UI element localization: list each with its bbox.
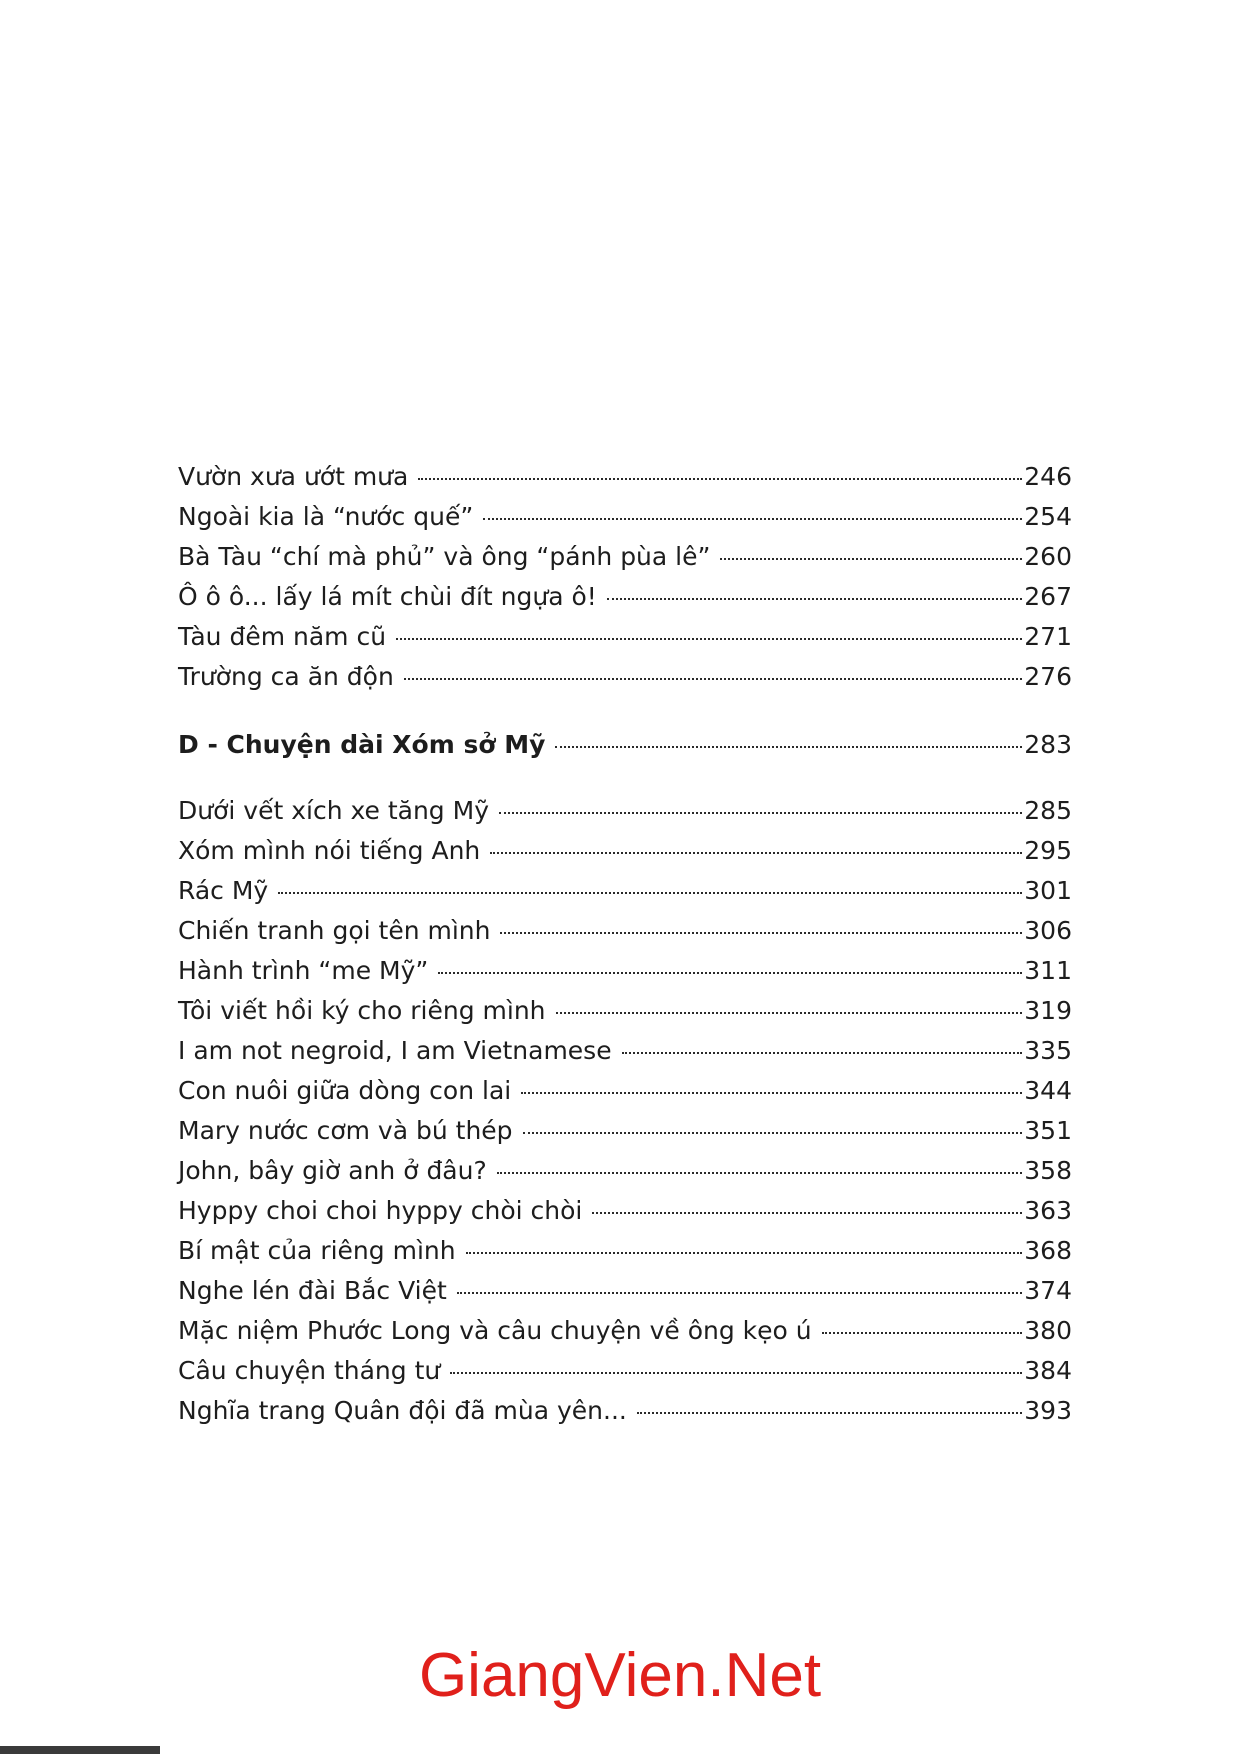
dot-leader	[396, 638, 1022, 640]
toc-entry-page: 363	[1024, 1196, 1072, 1225]
toc-entry-page: 295	[1024, 836, 1072, 865]
toc-entry-title: Hành trình “me Mỹ”	[178, 956, 429, 985]
toc-entry	[178, 622, 1072, 662]
dot-leader	[622, 1052, 1023, 1054]
toc-entry	[178, 662, 1072, 702]
toc-entry-title: Tôi viết hồi ký cho riêng mình	[178, 996, 546, 1025]
toc-entry	[178, 876, 1072, 916]
toc-entry-title: Trường ca ăn độn	[178, 662, 394, 691]
toc-entry	[178, 1076, 1072, 1116]
toc-entry-title: Bà Tàu “chí mà phủ” và ông “pánh pùa lê”	[178, 542, 711, 571]
toc-entry-title: Xóm mình nói tiếng Anh	[178, 836, 481, 865]
toc-entry-title: Mary nước cơm và bú thép	[178, 1116, 513, 1145]
scan-edge	[0, 1746, 160, 1754]
toc-entry	[178, 1116, 1072, 1156]
toc-entry-title: Nghe lén đài Bắc Việt	[178, 1276, 447, 1305]
toc-entry	[178, 462, 1072, 502]
dot-leader	[457, 1292, 1022, 1294]
watermark-text: GiangVien.Net	[418, 1641, 822, 1710]
toc-entry-title: Ngoài kia là “nước quế”	[178, 502, 474, 531]
dot-leader	[499, 812, 1022, 814]
dot-leader	[490, 852, 1022, 854]
toc-entry-title: Hyppy choi choi hyppy chòi chòi	[178, 1196, 583, 1225]
toc-entry	[178, 1396, 1072, 1436]
dot-leader	[438, 972, 1022, 974]
toc-entry-title: Rác Mỹ	[178, 876, 269, 905]
dot-leader	[637, 1412, 1022, 1414]
toc-entry	[178, 916, 1072, 956]
toc-entry	[178, 1196, 1072, 1236]
toc-entry	[178, 1276, 1072, 1316]
section-title: D - Chuyện dài Xóm sở Mỹ	[178, 730, 546, 759]
toc-entry-page: 368	[1024, 1236, 1072, 1265]
toc-section-heading	[178, 730, 1072, 770]
toc-entry-title: Mặc niệm Phước Long và câu chuyện về ông kẹo ú	[178, 1316, 812, 1345]
toc-entry-page: 384	[1024, 1356, 1072, 1385]
toc-entry-page: 393	[1024, 1396, 1072, 1425]
toc-entry-title: Dưới vết xích xe tăng Mỹ	[178, 796, 489, 825]
toc-entry-title: Bí mật của riêng mình	[178, 1236, 456, 1265]
dot-leader	[483, 518, 1022, 520]
toc-entry-title: Nghĩa trang Quân đội đã mùa yên...	[178, 1396, 627, 1425]
toc-entry-page: 276	[1024, 662, 1072, 691]
toc-entry	[178, 796, 1072, 836]
dot-leader	[521, 1092, 1022, 1094]
toc-entry-title: John, bây giờ anh ở đâu?	[178, 1156, 487, 1185]
toc-entry-title: Câu chuyện tháng tư	[178, 1356, 441, 1385]
dot-leader	[720, 558, 1022, 560]
toc-entry-page: 311	[1024, 956, 1072, 985]
dot-leader	[607, 598, 1022, 600]
toc-entry-title: Tàu đêm năm cũ	[178, 622, 387, 651]
toc-entry-page: 306	[1024, 916, 1072, 945]
toc-entry-page: 260	[1024, 542, 1072, 571]
dot-leader	[822, 1332, 1023, 1334]
toc-entry	[178, 502, 1072, 542]
toc-entry-page: 267	[1024, 582, 1072, 611]
dot-leader	[450, 1372, 1022, 1374]
toc-entry-title: Vườn xưa ướt mưa	[178, 462, 409, 491]
toc-entry-title: Con nuôi giữa dòng con lai	[178, 1076, 512, 1105]
toc-entry-page: 335	[1024, 1036, 1072, 1065]
toc-section-d	[178, 730, 1072, 770]
dot-leader	[466, 1252, 1023, 1254]
toc-entry-page: 271	[1024, 622, 1072, 651]
dot-leader	[278, 892, 1022, 894]
toc-entry-page: 344	[1024, 1076, 1072, 1105]
toc-entry	[178, 1156, 1072, 1196]
dot-leader	[418, 478, 1022, 480]
section-page: 283	[1024, 730, 1072, 759]
toc-entry	[178, 836, 1072, 876]
toc-entry	[178, 1236, 1072, 1276]
toc-entry-page: 285	[1024, 796, 1072, 825]
toc-entry	[178, 956, 1072, 996]
toc-entry	[178, 1316, 1072, 1356]
dot-leader	[555, 746, 1022, 748]
toc-entry-page: 374	[1024, 1276, 1072, 1305]
dot-leader	[500, 932, 1022, 934]
toc-entry	[178, 1356, 1072, 1396]
toc-entry	[178, 542, 1072, 582]
toc-entry-title: Ô ô ô... lấy lá mít chùi đít ngựa ô!	[178, 582, 597, 611]
dot-leader	[556, 1012, 1023, 1014]
toc-entry-page: 358	[1024, 1156, 1072, 1185]
toc-entry-page: 351	[1024, 1116, 1072, 1145]
toc-entry-page: 301	[1024, 876, 1072, 905]
toc-entry-title: I am not negroid, I am Vietnamese	[178, 1036, 612, 1065]
toc-entry-page: 380	[1024, 1316, 1072, 1345]
toc-list-part-d	[178, 796, 1072, 1436]
dot-leader	[404, 678, 1022, 680]
dot-leader	[523, 1132, 1023, 1134]
toc-entry-page: 254	[1024, 502, 1072, 531]
toc-entry-page: 246	[1024, 462, 1072, 491]
toc-entry	[178, 582, 1072, 622]
toc-entry	[178, 996, 1072, 1036]
dot-leader	[592, 1212, 1022, 1214]
toc-entry	[178, 1036, 1072, 1076]
toc-entry-page: 319	[1024, 996, 1072, 1025]
toc-entry-title: Chiến tranh gọi tên mình	[178, 916, 491, 945]
dot-leader	[497, 1172, 1023, 1174]
toc-list-part-c	[178, 462, 1072, 702]
